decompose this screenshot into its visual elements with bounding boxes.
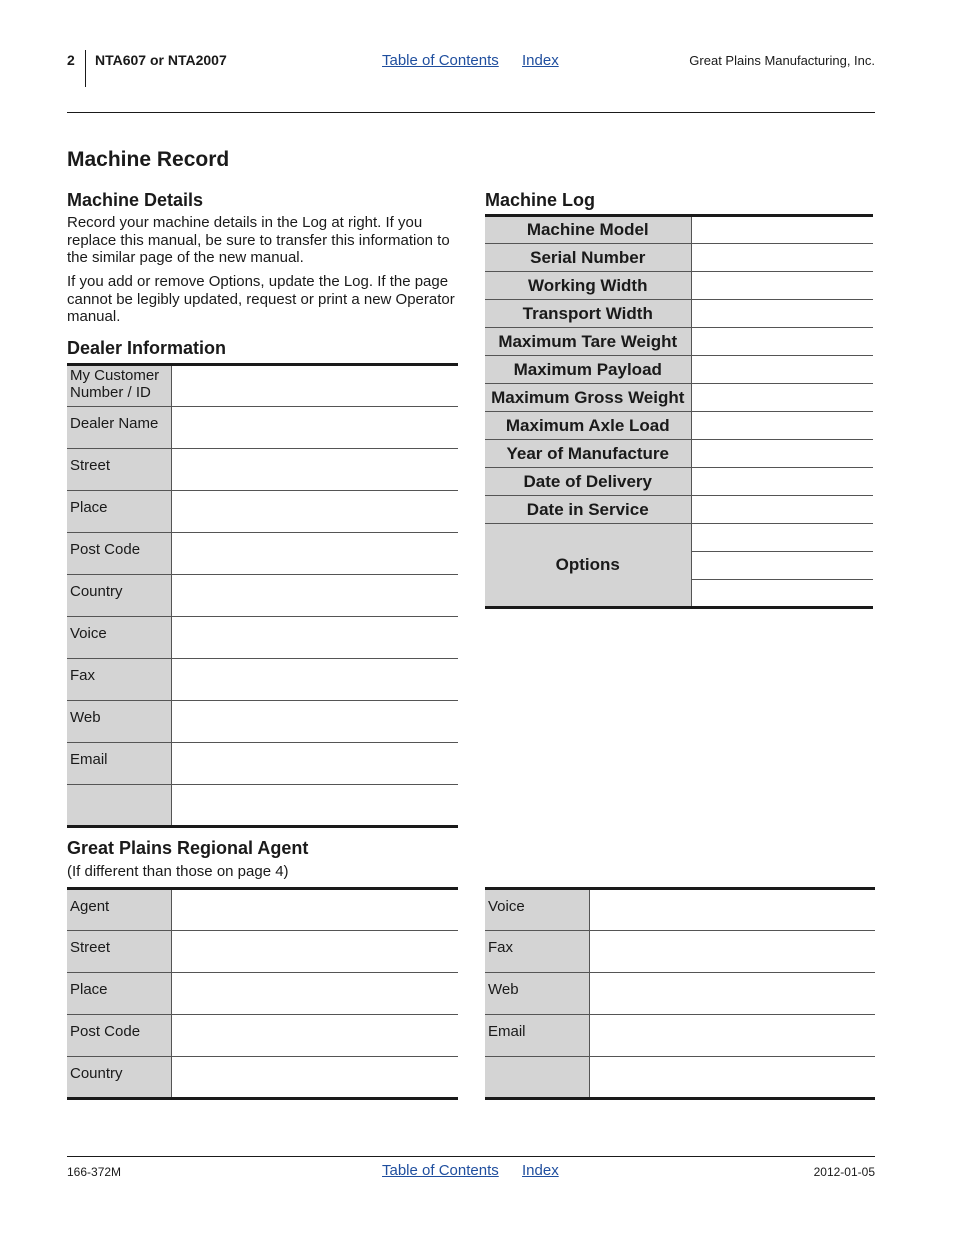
dealer-label[interactable]: [67, 785, 171, 827]
log-option-field-3[interactable]: [691, 580, 873, 608]
dealer-email-field[interactable]: [171, 743, 458, 785]
agent-label[interactable]: [485, 1057, 589, 1099]
log-options-label: Options: [485, 524, 691, 608]
log-row-date-of-delivery: [485, 468, 873, 496]
agent-label: Country: [67, 1057, 171, 1099]
agent-country-field[interactable]: [171, 1057, 458, 1099]
dealer-label: Web: [67, 701, 171, 743]
dealer-label: Voice: [67, 617, 171, 659]
log-label: Transport Width: [485, 300, 691, 328]
agent-row-fax: [485, 931, 875, 973]
dealer-label: My Customer Number / ID: [67, 365, 171, 407]
log-label: Year of Manufacture: [485, 440, 691, 468]
agent-label: Fax: [485, 931, 589, 973]
dealer-name-field[interactable]: [171, 407, 458, 449]
agent-label: Web: [485, 973, 589, 1015]
machine-details-paragraph-1: Record your machine details in the Log at right. If you replace this manual, be sure to transfer this information to the similar page of the new manual.: [67, 214, 450, 266]
log-row-options: [485, 524, 873, 552]
dealer-row-customer-id: [67, 365, 458, 407]
log-label: Serial Number: [485, 244, 691, 272]
log-option-field-1[interactable]: [691, 524, 873, 552]
dealer-label: Street: [67, 449, 171, 491]
agent-label: Street: [67, 931, 171, 973]
dealer-voice-field[interactable]: [171, 617, 458, 659]
dealer-place-field[interactable]: [171, 491, 458, 533]
dealer-information-table: [67, 363, 458, 828]
document-title: NTA607 or NTA2007: [95, 52, 227, 68]
agent-table-right: [485, 887, 875, 1100]
agent-place-field[interactable]: [171, 973, 458, 1015]
dealer-country-field[interactable]: [171, 575, 458, 617]
dealer-row-post-code: [67, 533, 458, 575]
log-machine-model-field[interactable]: [691, 216, 873, 244]
log-date-of-delivery-field[interactable]: [691, 468, 873, 496]
agent-row-country: [67, 1057, 458, 1099]
dealer-label: Dealer Name: [67, 407, 171, 449]
log-serial-number-field[interactable]: [691, 244, 873, 272]
agent-email-field[interactable]: [589, 1015, 875, 1057]
agent-extra-field[interactable]: [589, 1057, 875, 1099]
agent-row-voice: [485, 889, 875, 931]
dealer-web-field[interactable]: [171, 701, 458, 743]
footer-rule: [67, 1156, 875, 1157]
log-year-of-manufacture-field[interactable]: [691, 440, 873, 468]
dealer-row-name: [67, 407, 458, 449]
agent-row-post-code: [67, 1015, 458, 1057]
dealer-row-voice: [67, 617, 458, 659]
log-transport-width-field[interactable]: [691, 300, 873, 328]
regional-agent-heading: Great Plains Regional Agent: [67, 838, 309, 858]
dealer-label: Country: [67, 575, 171, 617]
footer-index-link[interactable]: Index: [522, 1162, 559, 1179]
log-row-machine-model: [485, 216, 873, 244]
dealer-row-fax: [67, 659, 458, 701]
agent-label: Place: [67, 973, 171, 1015]
agent-table-left: [67, 887, 458, 1100]
machine-log-table: [485, 214, 873, 609]
log-row-max-payload: [485, 356, 873, 384]
regional-agent-note: (If different than those on page 4): [67, 863, 289, 880]
log-working-width-field[interactable]: [691, 272, 873, 300]
log-row-date-in-service: [485, 496, 873, 524]
log-label: Date in Service: [485, 496, 691, 524]
log-label: Maximum Gross Weight: [485, 384, 691, 412]
header-rule: [67, 112, 875, 113]
header-toc-link[interactable]: Table of Contents: [382, 52, 499, 69]
dealer-label: Fax: [67, 659, 171, 701]
agent-row-email: [485, 1015, 875, 1057]
dealer-row-blank: [67, 785, 458, 827]
dealer-row-country: [67, 575, 458, 617]
log-label: Maximum Axle Load: [485, 412, 691, 440]
dealer-street-field[interactable]: [171, 449, 458, 491]
log-row-max-gross-weight: [485, 384, 873, 412]
agent-name-field[interactable]: [171, 889, 458, 931]
page-title: Machine Record: [67, 148, 230, 171]
agent-web-field[interactable]: [589, 973, 875, 1015]
document-number: 166-372M: [67, 1165, 122, 1179]
agent-row-street: [67, 931, 458, 973]
dealer-label: Email: [67, 743, 171, 785]
agent-label: Email: [485, 1015, 589, 1057]
dealer-label: Place: [67, 491, 171, 533]
header-index-link[interactable]: Index: [522, 52, 559, 69]
agent-fax-field[interactable]: [589, 931, 875, 973]
log-label: Maximum Payload: [485, 356, 691, 384]
machine-log-heading: Machine Log: [485, 190, 596, 210]
log-row-serial-number: [485, 244, 873, 272]
log-row-max-axle-load: [485, 412, 873, 440]
dealer-row-web: [67, 701, 458, 743]
log-date-in-service-field[interactable]: [691, 496, 873, 524]
agent-label: Post Code: [67, 1015, 171, 1057]
log-label: Machine Model: [485, 216, 691, 244]
agent-street-field[interactable]: [171, 931, 458, 973]
agent-post-code-field[interactable]: [171, 1015, 458, 1057]
agent-label: Voice: [485, 889, 589, 931]
company-name: Great Plains Manufacturing, Inc.: [689, 53, 875, 68]
log-max-payload-field[interactable]: [691, 356, 873, 384]
log-label: Working Width: [485, 272, 691, 300]
machine-details-heading: Machine Details: [67, 190, 204, 210]
document-date: 2012-01-05: [813, 1165, 875, 1179]
log-row-working-width: [485, 272, 873, 300]
header-divider: [85, 50, 86, 87]
dealer-fax-field[interactable]: [171, 659, 458, 701]
dealer-label: Post Code: [67, 533, 171, 575]
log-row-year-of-manufacture: [485, 440, 873, 468]
agent-row-place: [67, 973, 458, 1015]
agent-row-agent: [67, 889, 458, 931]
log-label: Maximum Tare Weight: [485, 328, 691, 356]
dealer-extra-field[interactable]: [171, 785, 458, 827]
agent-voice-field[interactable]: [589, 889, 875, 931]
page-number: 2: [67, 52, 75, 68]
agent-row-web: [485, 973, 875, 1015]
log-option-field-2[interactable]: [691, 552, 873, 580]
dealer-row-street: [67, 449, 458, 491]
agent-label: Agent: [67, 889, 171, 931]
dealer-information-heading: Dealer Information: [67, 338, 227, 358]
dealer-row-place: [67, 491, 458, 533]
log-max-axle-load-field[interactable]: [691, 412, 873, 440]
dealer-customer-id-field[interactable]: [171, 365, 458, 407]
dealer-post-code-field[interactable]: [171, 533, 458, 575]
agent-row-blank: [485, 1057, 875, 1099]
machine-details-paragraph-2: If you add or remove Options, update the Log. If the page cannot be legibly updated, request or print a new Operator manual.: [67, 273, 455, 325]
dealer-row-email: [67, 743, 458, 785]
log-row-transport-width: [485, 300, 873, 328]
footer-toc-link[interactable]: Table of Contents: [382, 1162, 499, 1179]
log-max-gross-weight-field[interactable]: [691, 384, 873, 412]
log-row-max-tare-weight: [485, 328, 873, 356]
log-label: Date of Delivery: [485, 468, 691, 496]
log-max-tare-weight-field[interactable]: [691, 328, 873, 356]
